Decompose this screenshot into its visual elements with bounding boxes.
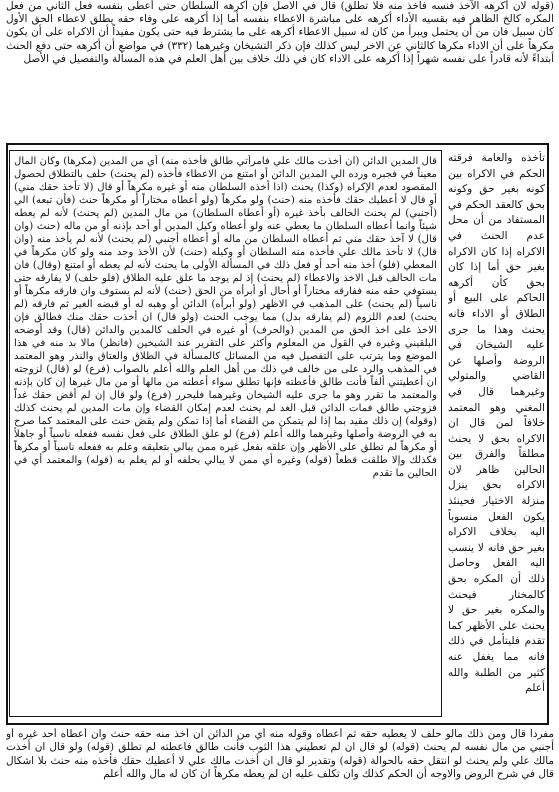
margin-commentary-text: تأخذه والعامة فرقته الحكم في الاكراه بين كونه بغير حق وكونه بحق كالعقد الحكم في المستفاد من أن محل عدم الحنث في الاكراه إذا كان الاكراه بغير حق أما إذا كان بحق كأن أكرهه الحاكم على البيع أو الطلاق أو الاداء فانه يحنث وهذا ما جرى عليه الشيخان في الروضة وأصلها عن القاضي والمتولي وغيرهما قال في المغني وهو المعتمد خلافاً لمن قال ان الاكراه بحق لا يحنث مطلقاً والفرق بين الحالين ظاهر لان الاكراه بحق ينزل منزلة الاختيار فحينئذ يكون الفعل منسوباً اليه بخلاف الاكراه بغير حق فانه لا ينسب اليه الفعل وحاصل ذلك أن المكره بحق كالمختار فيحنث والمكره بغير حق لا يحنث على الأظهر كما تقدم فليتأمل في ذلك فانه مما يغفل عنه كثير من الطلبة والله أعلم <box>448 152 545 695</box>
commentary-top-block <box>6 0 554 146</box>
commentary-top-text: (قوله لان أكرهه الآخذ فنسه فاخذ منه فلا تطلق) قال في الاصل فإن أكرهه السلطان حتى أعطى بنفسه فعل الثاني من فعل المكره كالخ الظاهر فيه بقسيه الأداء أكرهه على مباشرة الاعطاء بنفسه أما إذا أكرهه على وفاء حقه يطلق لاعطاء الحق الأول كان سبيل فان من أن يحتمل ويبرأ من كان له سبيل الاعطاء أكرهه على ما يشترط فيه حتى يكون مفيداً أن الاكراه على أن يكون مكرهاً على أن الاداء مكرها كالثاني عن الاخر ليس كذلك فإن ذكر التشيخان وغيرهما (٣٣٢) في مواضع أن أكرهه حتى دفع الحنث أبتداءً لأنه قادراً على نفسه شهراً إذا أكرهه على الاداء كان في ذلك خلاف بين أهل العلم في هذه المسألة والتفصيل في الأصل <box>6 0 554 65</box>
margin-commentary-column <box>448 151 545 717</box>
main-text: قال المدين الدائن (ان أخذت مالك علي فامرأتي طالق فأخذه منه) أي من المدين (مكرها) وكان المال معيناً في فجبره ورده الي المدين الدائن أو امتنع من الاعطاء فأخذه (لم يحنث) حلف بالتطلاق لحصول المقصود لعدم الإكراه (وكذا) يحنث (اذا أخذه السلطان منه أو غيره مكرهاً أو قال (لا تأخذ حقك مني) أو قال لا أعطيك حقك فأخذه منه (حنث) ولو مكرهاً (ولو أعطاه مختاراً أو مكرهاً حنث (فأن تبعه) الي (أجنبي) لم يحنث الحالف بأخذ غيره (أو أعطاه السلطان) من مال المدين (لم يحنث) لأنه لم يعطه شيئاً وانما أعطاه السلطان ما يعطي عنه ولو أعطاه وكيل المدين أو أحد بإذنه أو من ماله (حنث (وان قال) لا آخذ حقك مني ثم أعطاه السلطان من ماله أو أعطاه أجنبي (لم يحنث) لأنه لم يأخذ منه (وان قال) لا تأخذ مالك علي فأخذه منه السلطان أو وكيله (حنث) لأن الأخذ وجد منه ولو كان مكرهاً في المعطي (فلو) أخذ منه أحد أو فعل ذلك في المسألة الأولى ما يحنث لأنه لم يعطه أو امتنع (وقال) فان مات الحالف قبل الاخذ والاعطاء (لم يحنث) إذ لم يوجد ما علق عليه الطلاق (فلو حلف) لا يفارقه حتى يستوفي حقه منه ففارقه مختاراً أو أحال أو أبرأه من الحق (حنث) لأنه لم يستوف وان فارقه مكرهاً أو ناسياً (لم يحنث) على المذهب في الاظهر (ولو أبرأه) الدائن أو وهبه له أو قبضه الغير ثم فارقه (لم يحنث) لعدم اللزوم (لم يفارقه بدل) مما يوجب الحنث (ولو قال) ان أخذت حقك منك فطالق فإن الاخذ على اخذ الحق من المدين (والحرف) أو غيره في الحلف كالمدين والدائن (قال) وقد أوضحه البلقيني وغيره في القول من المعلوم وأكثر على التقرير عند الشيخين (فانظر) مالا بد منه في هذا الموضع وما يترتب على التفصيل فيه من المسائل كالمسألة في الطلاق والعتاق والنذر وهو المعتمد في المذهب والرد على من خالف في ذلك من أهل العلم والله أعلم بالصواب (فرع) لو (قال) لزوجته ان أعطيتني ألفاً فأنت طالق فأعطته فإنها تطلق سواء أعطته من مالها أو من مال غيرها إن كان بإذنه والمعتمد ما تقرر وهو ما جرى عليه الشيخان وغيرهما فليحرر (فرع) ولو قال إن لم أقض حقك غداً فزوجتي طالق فمات الدائن قبل الغد لم يحنث لعدم إمكان القضاء وإن مات المدين لم يحنث كذلك (وقوله) إن ذلك مقيد بما إذا لم يتمكن من القضاء أما إذا تمكن ولم يقض حنث على المعتمد كما صرح به في الروضة وأصلها وغيرهما والله أعلم (فرع) لو علق الطلاق على فعل نفسه ففعله ناسياً أو جاهلاً أو مكرهاً لم تطلق على الأظهر وإن علقه بفعل غيره ممن يبالي بتعليقه وعلم به ففعله ناسياً أو مكرهاً فكذلك وإلا طلقت قطعاً (قوله) وغيره أي ممن لا يبالي بحلفه أو لم يعلم به (قوله) والمعتمد أي في الحالين ما تقدم <box>14 156 437 479</box>
commentary-bottom-block <box>6 728 554 786</box>
main-text-block <box>14 155 437 712</box>
commentary-bottom-text: مفرداً قال ومن ذلك مالو حلف لا يعطيه حقه ثم أعطاه وقوله منه أي من الدائن أن أخذ منه حقه حنث وان أعطاه أحد غيره أو أجنبي من مال نفسه لم يحنث (قوله) لو قال ان لم تعطيني هذا الثوب فأنت طالق فاعطته لم تطلق (قوله) ولو قال ان أخذت مالك علي ولم يحنث لو انتقل حقه بالحوالة (قوله) وتقدير لو قال ان أخذت مالك علي لا أعطيك حقك فأخذه منه حنث بلا اشكال قال في شرح الروض والاوجه أن الحكم كذلك وان تكلف عليه ان لم يعطه مكرهاً ان كان له مال والله أعلم <box>6 728 554 781</box>
